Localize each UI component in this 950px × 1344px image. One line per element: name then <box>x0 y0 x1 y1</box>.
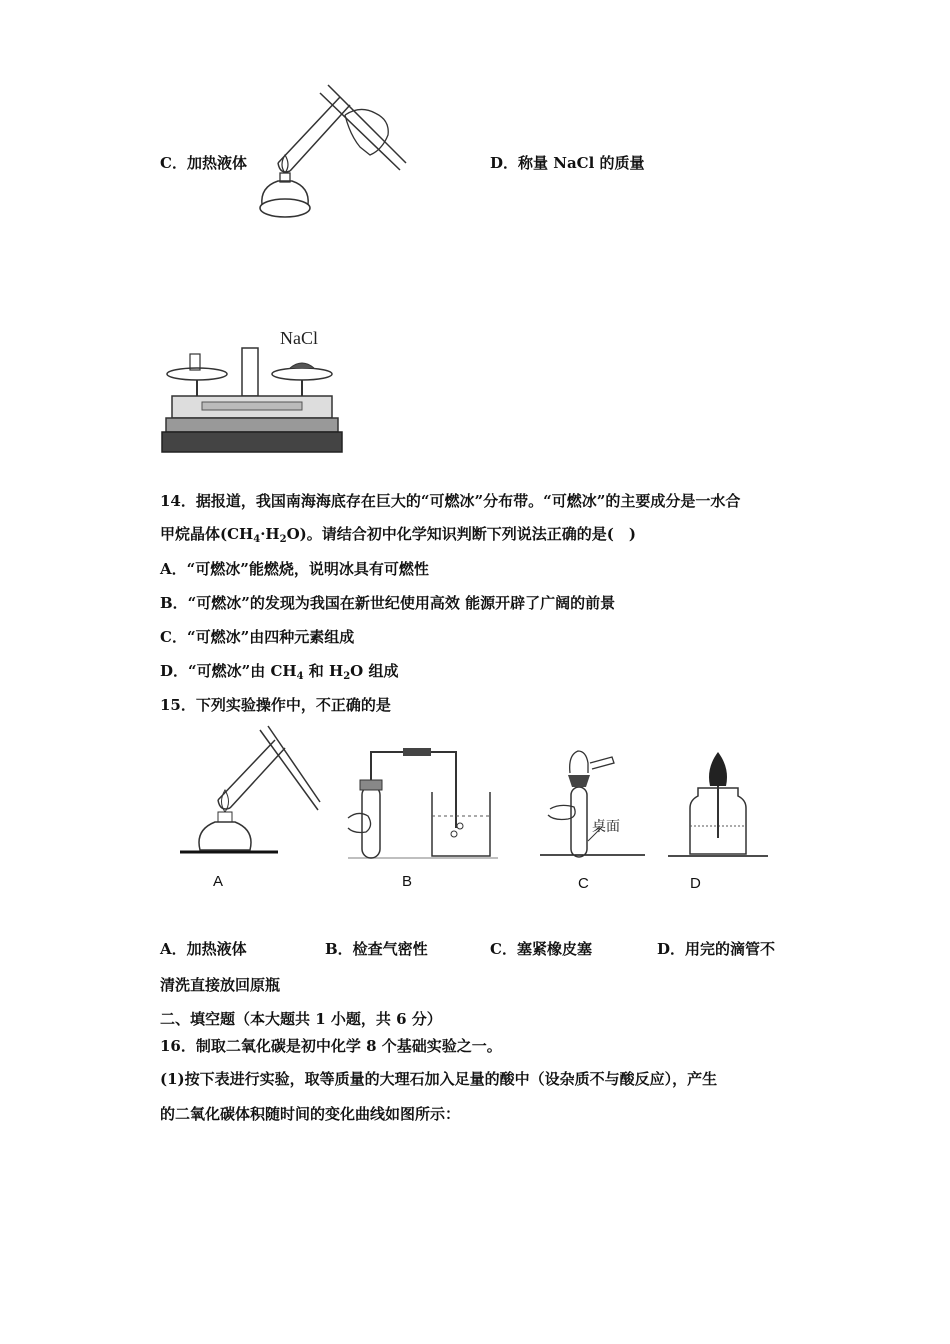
q14-option-a: A．“可燃冰”能燃烧，说明冰具有可燃性 <box>160 560 429 578</box>
q14-option-d: D．“可燃冰”由 $CH_4$ 和 $H_2O$ 组成 <box>160 662 399 682</box>
q15-option-d-continued: 清洗直接放回原瓶 <box>160 976 281 994</box>
q15-fig-label-b: B <box>402 873 413 890</box>
q14-stem-line2: 甲烷晶体$(CH_4\cdot H_2O)$。请结合初中化学知识判断下列说法正确的是( ) <box>160 525 636 545</box>
balance-nacl-label: NaCl <box>280 328 318 348</box>
q15-option-a: A．加热液体 <box>160 940 247 958</box>
heating-liquid-figure <box>250 75 410 225</box>
q15-fig-label-d: D <box>690 875 701 892</box>
q14-stem-line1: 14．据报道，我国南海海底存在巨大的“可燃冰”分布带。“可燃冰”的主要成分是一水合 <box>160 492 741 510</box>
q16-part1-line2: 的二氧化碳体积随时间的变化曲线如图所示： <box>160 1105 461 1123</box>
q15-desk-label: 桌面 <box>592 820 620 835</box>
q15-figure-a <box>180 730 320 860</box>
q15-figure-b <box>348 748 508 863</box>
balance-figure <box>162 322 342 457</box>
q15-fig-label-c: C <box>578 875 589 892</box>
q13-option-c: C．加热液体 <box>160 154 247 172</box>
q15-figure-d <box>668 748 773 860</box>
q14-option-b: B．“可燃冰”的发现为我国在新世纪使用高效 能源开辟了广阔的前景 <box>160 594 616 612</box>
q15-option-b: B．检查气密性 <box>325 940 428 958</box>
q15-option-d: D．用完的滴管不 <box>657 940 776 958</box>
q15-stem: 15．下列实验操作中，不正确的是 <box>160 696 391 714</box>
section2-title: 二、填空题（本大题共 1 小题，共 6 分） <box>160 1010 442 1028</box>
q14-option-c: C．“可燃冰”由四种元素组成 <box>160 628 355 646</box>
q16-part1-line1: (1)按下表进行实验，取等质量的大理石加入足量的酸中（设杂质不与酸反应），产生 <box>160 1070 718 1088</box>
q15-fig-label-a: A <box>213 873 224 890</box>
q13-option-d: D．称量 NaCl 的质量 <box>490 154 645 172</box>
q15-option-c: C．塞紧橡皮塞 <box>490 940 592 958</box>
q16-stem: 16．制取二氧化碳是初中化学 8 个基础实验之一。 <box>160 1037 502 1055</box>
q15-figure-c <box>540 745 650 863</box>
